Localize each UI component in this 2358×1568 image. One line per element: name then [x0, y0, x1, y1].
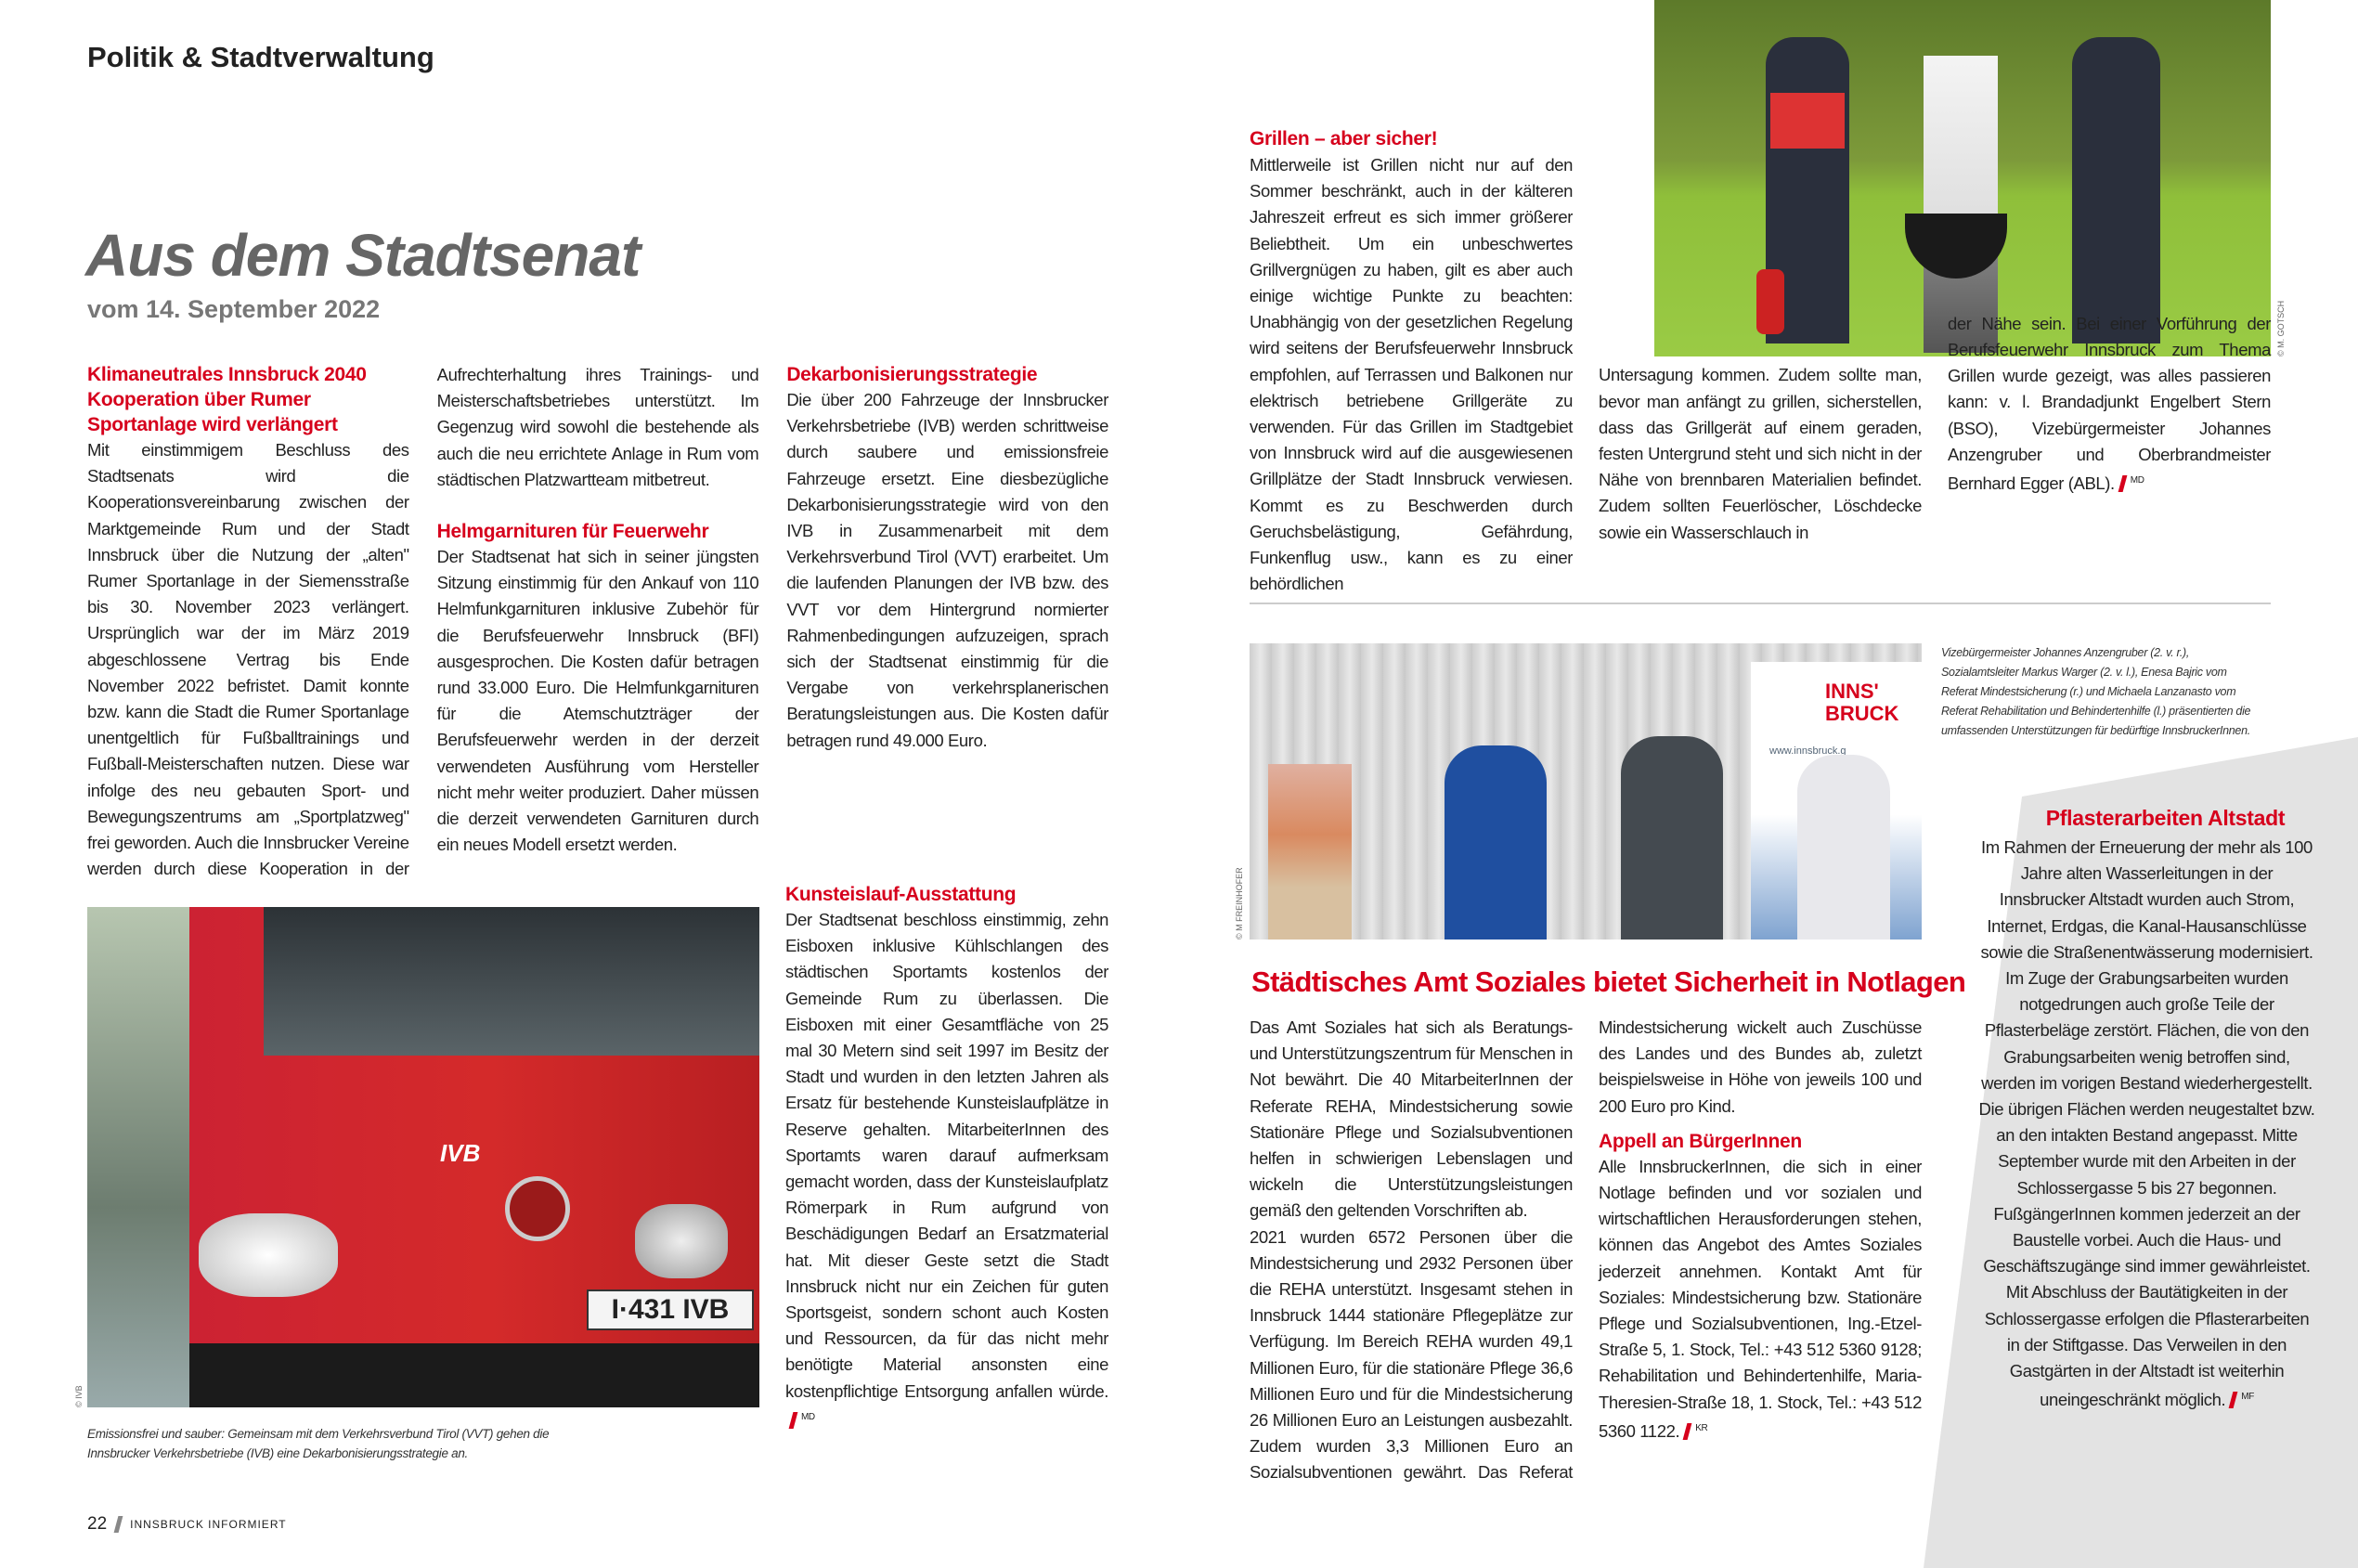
- text-grill: Mittlerweile ist Grillen nicht nur auf den Sommer beschränkt, auch in der kälteren Jahreszeit erfreut es sich immer größerer Beliebtheit. Um ein unbeschwertes Grillvergnügen zu haben, gilt es aber auch einige wichtige Punkte zu beachten: Unabhängig von der gesetzlichen Regelung wird seitens der Berufsfeuerwehr Innsbruck empfohlen, auf Terrassen und Balkonen nur elektrisch betriebene Grillgeräte zu verwenden. Für das Grillen im Stadtgebiet von Innsbruck wird auf die ausgewiesenen Grillplätze der Stadt Innsbruck verwiesen. Kommt es zu Beschwerden durch Geruchsbelästigung, Gefährdung, Funkenflug usw., kann es zu einer behördlichen Untersagung kommen. Zudem sollte man, bevor man anfängt zu grillen, sicherstellen, dass das Grillgerät auf einem geraden, festen Untergrund steht und sich nicht in der Nähe von brennbaren Materialien befindet. Zudem sollten Feuerlöscher, Löschdecke sowie ein Wasserschlauch in der Nähe sein. Bei einer Vorführung der Berufsfeuerwehr Innsbruck zum Thema Grillen wurde gezeigt, was alles passieren kann: v. l. Brandadjunkt Engelbert Stern (BSO), Vizebürgermeister Johannes Anzengruber und Oberbrandmeister Bernhard Egger (ABL).: [1250, 152, 2271, 598]
- bus-license-plate: I·431 IVB: [587, 1289, 754, 1330]
- author-initials: MD: [801, 1411, 815, 1422]
- author-initials: KR: [1695, 1422, 1708, 1433]
- page-title: Aus dem Stadtsenat: [85, 222, 641, 289]
- author-initials: MF: [2241, 1392, 2254, 1403]
- bus-logo: IVB: [440, 1139, 481, 1167]
- heading-sozial: Städtisches Amt Soziales bietet Sicherheit in Notlagen: [1251, 965, 1966, 998]
- section-header: Politik & Stadtverwaltung: [87, 41, 434, 73]
- text-eis: Der Stadtsenat beschloss einstimmig, zehn Eisboxen inklusive Kühlschlangen des städtischen Sportamts kostenlos der Gemeinde Rum zu überlassen. Die Eisboxen mit einer Gesamtfläche von 25 mal 30 Metern sind seit 1997 im Besitz der Stadt und wurden in den letzten Jahren als Ersatz für bestehende Kunsteislaufplätze in Reserve gehalten. MitarbeiterInnen des Sportamts waren darauf aufmerksam gemacht worden, dass der Kunsteislaufplatz Römerpark in Rum aufgrund von Beschädigungen Bedarf an Ersatzmaterial hat. Mit dieser Geste setzt die Stadt Innsbruck nicht nur ein Zeichen für guten Sportsgeist, sondern schont auch Kosten und Ressourcen, da für das nicht mehr benötigte Material ansonsten eine kostenpflichtige Entsorgung anfallen würde.: [785, 910, 1108, 1401]
- heading-dekarb: Dekarbonisierungsstrategie: [786, 364, 1038, 385]
- signet-icon: [2229, 1392, 2238, 1408]
- bus-caption: Emissionsfrei und sauber: Gemeinsam mit dem Verkehrsverbund Tirol (VVT) gehen die Innsbrucker Verkehrsbetriebe (IVB) eine Dekarbonisierungsstrategie an.: [87, 1427, 550, 1460]
- grill-photo-credit: © M. GOTSCH: [2276, 300, 2286, 356]
- heading-appell: Appell an BürgerInnen: [1599, 1130, 1802, 1152]
- banner-logo: INNS' BRUCK: [1825, 680, 1899, 725]
- text-sozial-1: Das Amt Soziales hat sich als Beratungs- und Unterstützungszentrum für Menschen in Not bewährt. Die 40 MitarbeiterInnen der Referate REHA, Mindestsicherung sowie Stationäre Pflege und Sozialsubventionen helfen in schwierigen Lebenslagen und wickeln die Unterstützungsleistungen gemäß den geltenden Vorschriften ab.: [1250, 1017, 1573, 1221]
- page-subtitle: vom 14. September 2022: [87, 295, 381, 323]
- banner-url: www.innsbruck.g: [1769, 745, 1846, 757]
- author-initials: MD: [2130, 475, 2144, 486]
- text-sozial-2: 2021 wurden 6572 Personen über die Mindestsicherung und 2932 Personen über die REHA unterstützt. Insgesamt stehen in Innsbruck 1444 stationäre Pflegeplätze zur Verfügung. Im Bereich REHA wurden 49,1 Millionen Euro, für die stationäre Pflege 36,6 Millionen Euro und für die Mindestsicherung 26 Millionen Euro an Leistungen ausbezahlt. Zudem wurden 3,3 Millionen Euro an Sozialsubventionen gewährt. Das Referat Mindestsicherung wickelt auch Zuschüsse des Landes und des Bundes ab, zuletzt beispielsweise in Höhe von jeweils 100 und 200 Euro pro Kind.: [1250, 1017, 1922, 1483]
- page-number: 22: [87, 1514, 108, 1534]
- bus-photo-credit: © IVB: [74, 1385, 84, 1407]
- heading-eis: Kunsteislauf-Ausstattung: [785, 884, 1017, 905]
- heading-helm: Helmgarnituren für Feuerwehr: [436, 521, 709, 543]
- publication-name: INNSBRUCK INFORMIERT: [130, 1518, 287, 1531]
- pflaster-box: [1968, 806, 2326, 1414]
- text-sozial-3: Alle InnsbruckerInnen, die sich in einer Notlage befinden und vor sozialen und wirtschaftlichen Herausforderungen stehen, können das Angebot des Amtes Soziales jederzeit annehmen. Kontakt Amt für Soziales: Mindestsicherung bzw. Stationäre Pflege und Sozialsubventionen, Ing.-Etzel- Straße 5, 1. Stock, Tel.: +43 512 5360 9128; Rehabilitation und Behindertenhilfe, Maria-Theresien-Straße 18, 1. Stock, Tel.: +43 512 5360 1122.: [1599, 1156, 1922, 1441]
- press-caption: Vizebürgermeister Johannes Anzengruber (2. v. r.), Sozialamtsleiter Markus Warger (2. v. l.), Enesa Bajric vom Referat Mindestsicherung (r.) und Michaela Lanzanasto vom Referat Rehabilitation und Behindertenhilfe (l.) präsentierten die umfassenden Unterstützungen für bedürftige InnsbruckerInnen.: [1941, 646, 2251, 737]
- text-klima: Mit einstimmigem Beschluss des Stadtsenats wird die Kooperationsvereinbarung zwischen der Marktgemeinde Rum und der Stadt Innsbruck über die Nutzung der „alten" Rumer Sportanlage in der Siemensstraße bis 30. November 2023 verlängert. Ursprünglich war der im März 2019 abgeschlossene Vertrag bis Ende November 2022 befristet. Damit konnte bzw. kann die Stadt die Rumer Sportanlage unentgeltlich für Fußballtrainings und Fußball-Meisterschaften nutzen. Diese war infolge des neu gebauten Sport- und Bewegungszentrums am „Sportplatzweg" frei geworden. Auch die Innsbrucker Vereine werden durch diese Kooperation in der Aufrechterhaltung ihres Trainings- und Meisterschaftsbetriebes unterstützt. Im Gegenzug wird sowohl die bestehende als auch die neu errichtete Anlage in Rum vom städtischen Platzwartteam mitbetreut.: [87, 365, 759, 879]
- press-photo-credit: © M FREINHOFER: [1235, 867, 1244, 940]
- text-helm: Der Stadtsenat hat sich in seiner jüngsten Sitzung einstimmig für den Ankauf von 110 Helmfunkgarnituren inklusive Zubehör für die Berufsfeuerwehr Innsbruck (BFI) ausgesprochen. Die Kosten dafür betragen rund 33.000 Euro. Die Helmfunkgarnituren für die Atemschutzträger der Berufsfeuerwehr werden in der derzeit verwendeten Ausführung vom Hersteller nicht mehr weiter produziert. Daher müssen die derzeit verwendeten Garnituren durch ein neues Modell ersetzt werden.: [436, 547, 759, 855]
- heading-grill: Grillen – aber sicher!: [1250, 128, 1438, 149]
- text-pflaster: Im Rahmen der Erneuerung der mehr als 100 Jahre alten Wasserleitungen in der Innsbrucker Altstadt wurden auch Strom, Internet, Erdgas, die Kanal-Hausanschlüsse sowie die Straßenentwässerung modernisiert. Im Zuge der Grabungsarbeiten wurden notgedrungen auch große Teile der Pflasterbeläge zerstört. Flächen, die von den Grabungsarbeiten wenig betroffen sind, werden im vorigen Bestand wiederhergestellt. Die übrigen Flächen werden neugestaltet bzw. an den intakten Bestand angepasst. Mitte September wurde mit den Arbeiten in der Schlossergasse 5 bis 27 begonnen. FußgängerInnen kommen jederzeit an der Baustelle vorbei. Auch die Haus- und Geschäftszugänge sind immer gewährleistet. Mit Abschluss der Bautätigkeiten in der Schlossergasse erfolgen die Pflasterarbeiten in der Stiftgasse. Das Verweilen in den Gastgärten in der Altstadt ist weiterhin uneingeschränkt möglich.: [1978, 837, 2315, 1410]
- heading-pflaster: Pflasterarbeiten Altstadt: [2045, 806, 2286, 830]
- heading-klima: Klimaneutrales Innsbruck 2040 Kooperation über Rumer Sportanlage wird verlängert: [87, 364, 367, 435]
- text-dekarb: Die über 200 Fahrzeuge der Innsbrucker Verkehrsbetriebe (IVB) werden schrittweise durch saubere und emissionsfreie Fahrzeuge ersetzt. Eine diesbezügliche Dekarbonisierungsstrategie wird von den IVB in Zusammenarbeit mit dem Verkehrsverbund Tirol (VVT) erarbeitet. Um die laufenden Planungen der IVB bzw. des VVT vor dem Hintergrund normierter Rahmenbedingungen aufzuzeigen, sprach sich der Stadtsenat einstimmig für die Vergabe von verkehrsplanerischen Beratungsleistungen aus. Die Kosten dafür betragen rund 49.000 Euro.: [786, 390, 1108, 750]
